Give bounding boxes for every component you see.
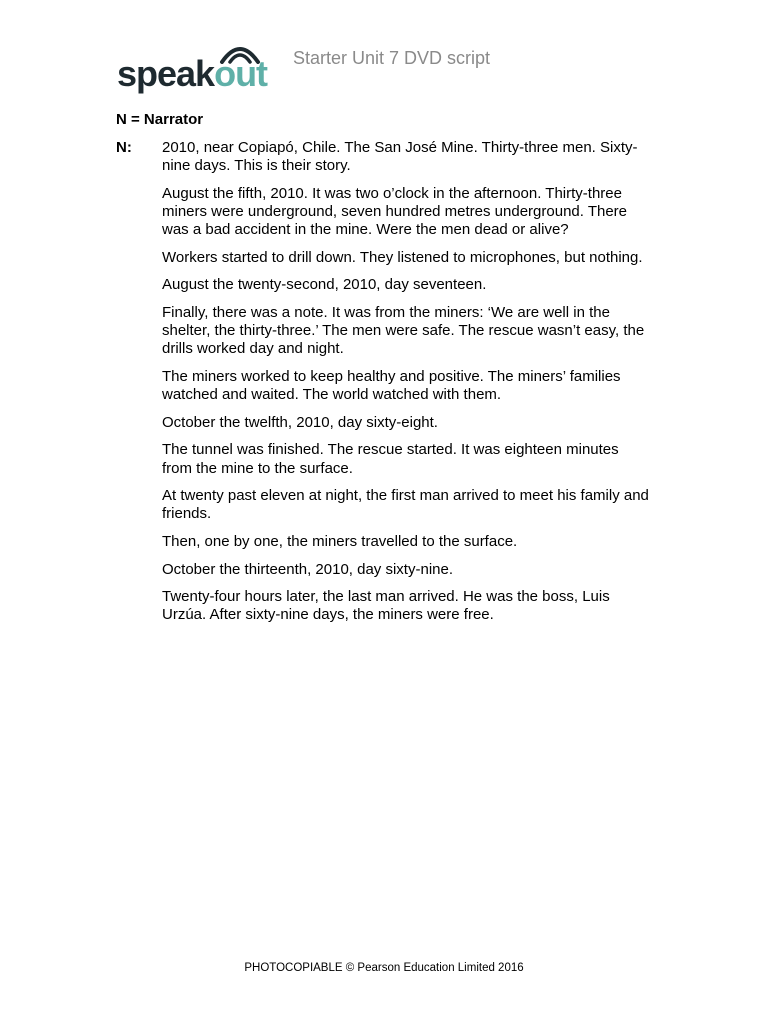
- script-paragraph: Finally, there was a note. It was from the miners: ‘We are well in the shelter, the thirty-three.’ The men were safe. The rescue wasn’t easy, the drills worked day and night.: [162, 303, 645, 358]
- script-paragraph: The tunnel was finished. The rescue started. It was eighteen minutes from the mine to the surface.: [162, 441, 619, 477]
- script-paragraph: October the twelfth, 2010, day sixty-eight.: [162, 413, 438, 431]
- speakout-logo: [117, 40, 289, 96]
- speaker-label: N:: [116, 139, 132, 156]
- script-paragraph: Twenty-four hours later, the last man arrived. He was the boss, Luis Urzúa. After sixty-nine days, the miners were free.: [162, 588, 610, 624]
- script-paragraph: The miners worked to keep healthy and positive. The miners’ families watched and waited. The world watched with them.: [162, 367, 621, 404]
- copyright-footer: PHOTOCOPIABLE © Pearson Education Limited 2016: [244, 962, 524, 974]
- logo-wordmark: [117, 54, 267, 94]
- script-paragraph: 2010, near Copiapó, Chile. The San José Mine. Thirty-three men. Sixty-nine days. This is their story.: [162, 139, 638, 175]
- script-paragraph: October the thirteenth, 2010, day sixty-nine.: [162, 560, 453, 578]
- speaker-key: N = Narrator: [116, 111, 204, 128]
- logo-text-speak: speak: [117, 53, 215, 94]
- script-paragraph: Workers started to drill down. They listened to microphones, but nothing.: [162, 248, 643, 266]
- script-body: [162, 139, 652, 634]
- script-paragraph: Then, one by one, the miners travelled to the surface.: [162, 532, 518, 550]
- script-paragraph: August the twenty-second, 2010, day seventeen.: [162, 276, 487, 294]
- logo-text-out: out: [214, 53, 268, 94]
- script-paragraph: August the fifth, 2010. It was two o’clock in the afternoon. Thirty-three miners were underground, seven hundred metres underground. There was a bad accident in the mine. Were the men dead or alive?: [162, 184, 627, 239]
- script-paragraph: At twenty past eleven at night, the first man arrived to meet his family and friends.: [162, 487, 649, 523]
- document-title: Starter Unit 7 DVD script: [293, 48, 491, 68]
